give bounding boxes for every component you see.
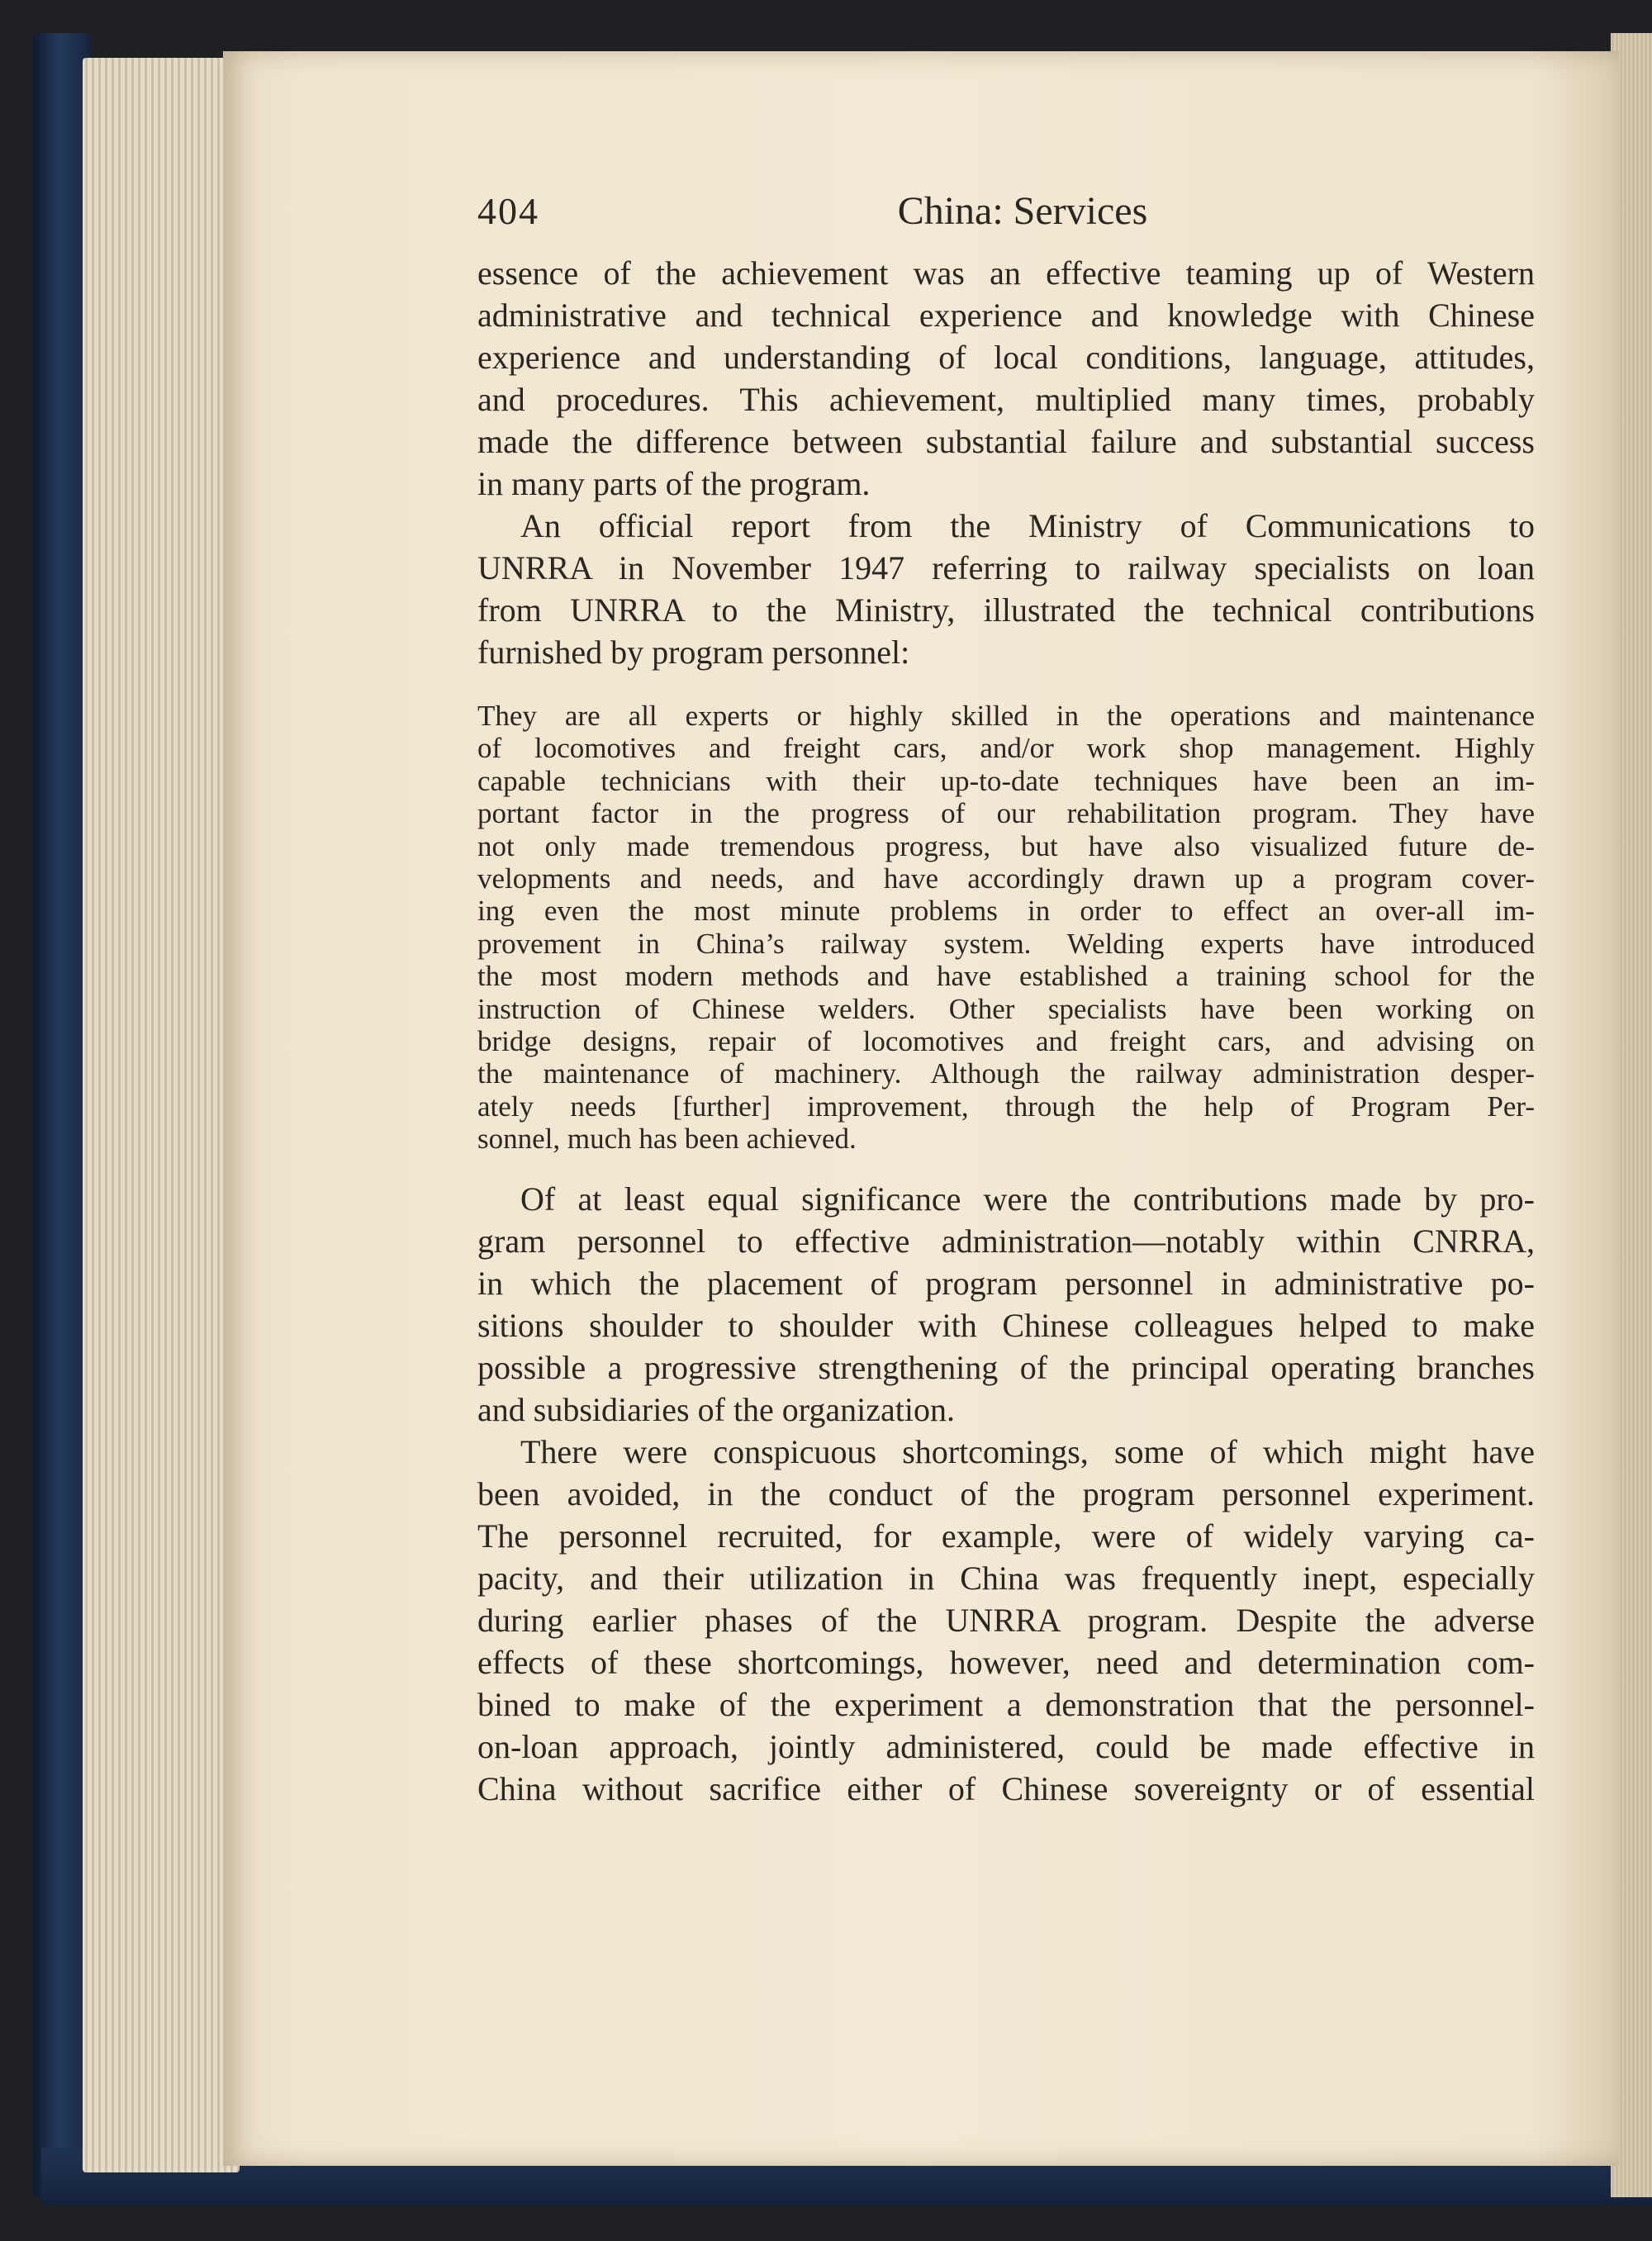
quote-line: They are all experts or highly skilled in the operations and maintenance (477, 700, 1535, 732)
page-number: 404 (477, 190, 539, 232)
text-line: during earlier phases of the UNRRA program. Despite the adverse (477, 1602, 1535, 1640)
text-line: gram personnel to effective administration—notably within CNRRA, (477, 1223, 1535, 1261)
text-line: UNRRA in November 1947 referring to railway specialists on loan (477, 549, 1535, 586)
page-edges-left (83, 58, 240, 2172)
paragraph-continued (477, 252, 1535, 505)
text-line: essence of the achievement was an effective teaming up of Western (477, 254, 1535, 292)
quote-line: not only made tremendous progress, but have also visualized future de- (477, 829, 1535, 862)
text-line: pacity, and their utilization in China was frequently inept, especially (477, 1560, 1535, 1598)
running-head (477, 185, 1535, 238)
text-line: effects of these shortcomings, however, need and determination com- (477, 1644, 1535, 1682)
text-line: in which the placement of program personnel in administrative po- (477, 1265, 1535, 1303)
text-line: been avoided, in the conduct of the program personnel experiment. (477, 1475, 1535, 1513)
text-line: possible a progressive strengthening of the principal operating branches (477, 1349, 1535, 1387)
quote-line: velopments and needs, and have accordingly drawn up a program cover- (477, 862, 1535, 895)
text-line: in many parts of the program. (477, 465, 871, 502)
quote-line: ing even the most minute problems in order to effect an over-all im- (477, 895, 1535, 928)
quote-line: the most modern methods and have established a training school for the (477, 960, 1535, 993)
quote-line: bridge designs, repair of locomotives and freight cars, and advising on (477, 1024, 1535, 1057)
text-line: and procedures. This achievement, multiplied many times, probably (477, 381, 1535, 418)
paragraph-shortcomings (477, 1431, 1535, 1810)
quote-line: sonnel, much has been achieved. (477, 1123, 857, 1156)
quote-line: provement in China’s railway system. Welding experts have introduced (477, 927, 1535, 960)
quote-line: instruction of Chinese welders. Other specialists have been working on (477, 992, 1535, 1025)
text-line: furnished by program personnel: (477, 634, 910, 671)
quote-line: of locomotives and freight cars, and/or work shop management. Highly (477, 732, 1535, 765)
text-line: An official report from the Ministry of Communications to (520, 507, 1535, 544)
block-quote (477, 700, 1535, 1155)
text-line: Of at least equal significance were the contributions made by pro- (520, 1180, 1535, 1218)
page-text (477, 252, 1535, 1810)
text-line: and subsidiaries of the organization. (477, 1391, 956, 1429)
quote-line: portant factor in the progress of our rehabilitation program. They have (477, 797, 1535, 830)
text-line: on-loan approach, jointly administered, could be made effective in (477, 1728, 1535, 1766)
text-line: bined to make of the experiment a demonstration that the personnel- (477, 1686, 1535, 1724)
paragraph-administration (477, 1178, 1535, 1431)
text-line: There were conspicuous shortcomings, some of which might have (520, 1433, 1535, 1471)
text-line: The personnel recruited, for example, were of widely varying ca- (477, 1517, 1535, 1555)
text-line: made the difference between substantial failure and substantial success (477, 423, 1535, 460)
text-line: experience and understanding of local conditions, language, attitudes, (477, 339, 1535, 376)
quote-line: ately needs [further] improvement, through the help of Program Per- (477, 1090, 1535, 1123)
text-line: China without sacrifice either of Chinese sovereignty or of essential (477, 1770, 1535, 1808)
text-line: administrative and technical experience and knowledge with Chinese (477, 297, 1535, 334)
text-line: from UNRRA to the Ministry, illustrated the technical contributions (477, 591, 1535, 629)
running-title: China: Services (897, 189, 1148, 233)
quote-line: the maintenance of machinery. Although the railway administration desper- (477, 1057, 1535, 1090)
text-line: sitions shoulder to shoulder with Chinese colleagues helped to make (477, 1307, 1535, 1345)
quote-line: capable technicians with their up-to-date techniques have been an im- (477, 764, 1535, 797)
paragraph-official-report (477, 505, 1535, 673)
